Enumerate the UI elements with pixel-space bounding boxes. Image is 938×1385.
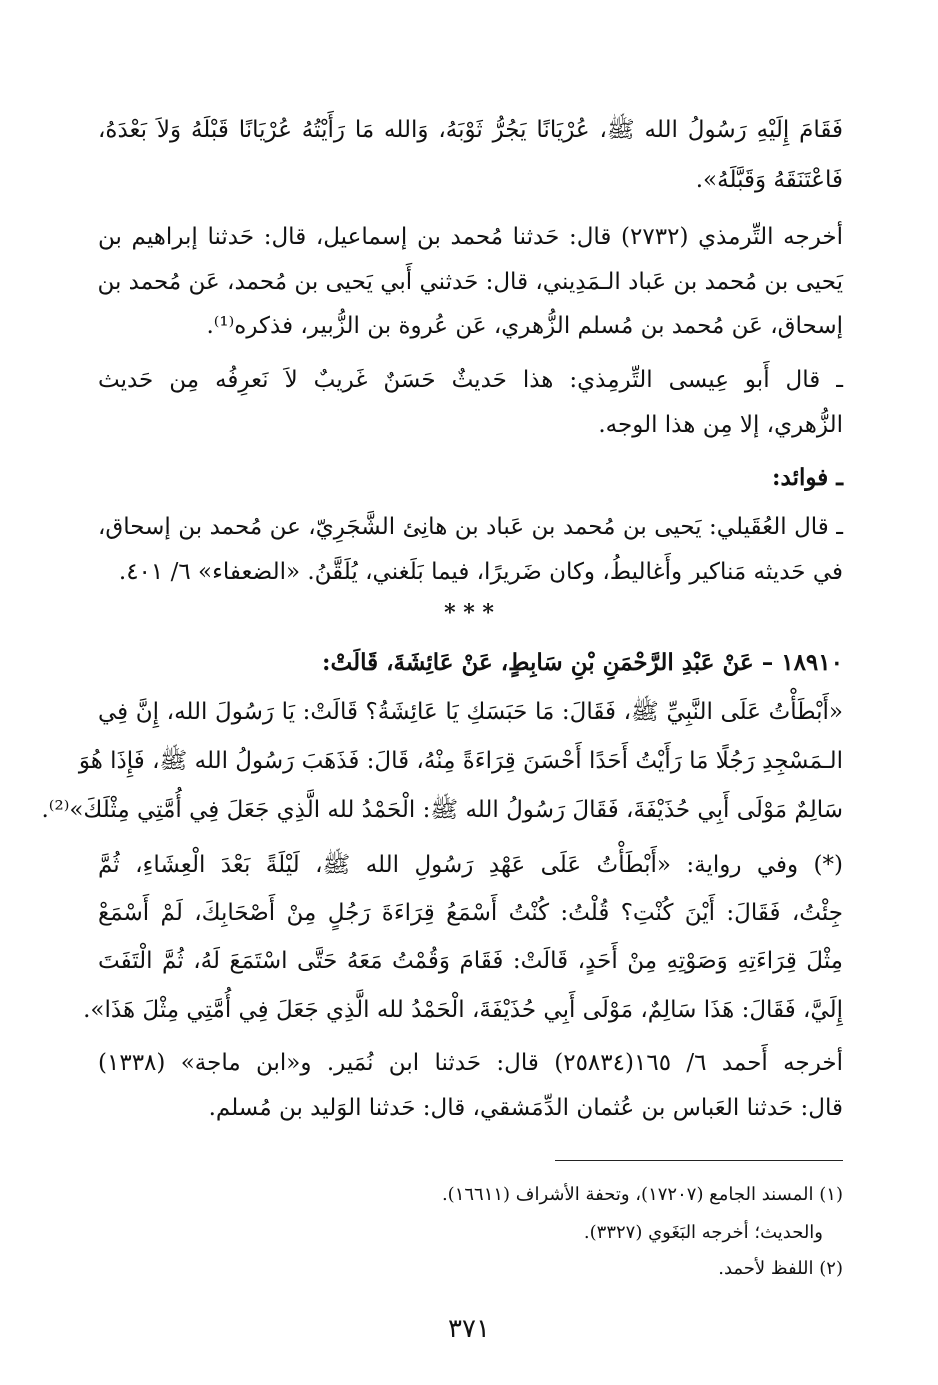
text-line: مِثْلَ قِرَاءَتِهِ وَصَوْتِهِ مِنْ أَحَدٍ، قَالَتْ: فَقَامَ وَقُمْتُ مَعَهُ حَتَّى اسْتَمَعَ لَهُ، ثُمَّ الْتَفَتَ — [98, 948, 843, 974]
separator-stars: * * * — [444, 600, 494, 626]
text-line: فَقَامَ إِلَيْهِ رَسُولُ الله ﷺ، عُرْيَانًا يَجُرُّ ثَوْبَهُ، وَالله مَا رَأَيْتُهُ عُرْيَانًا قَبْلَهُ وَلاَ بَعْدَهُ، — [98, 117, 843, 143]
text-line: (*) وفي رواية: «أَبْطَأْتُ عَلَى عَهْدِ رَسُولِ الله ﷺ، لَيْلَةً بَعْدَ الْعِشَاءِ، ثُمَّ — [98, 852, 843, 878]
text-line: الزُّهري، إلا مِن هذا الوجه. — [598, 412, 843, 438]
text-line: أخرجه التِّرمذي (٢٧٣٢) قال: حَدثنا مُحمد بن إسماعيل، قال: حَدثنا إبراهيم بن — [98, 224, 843, 250]
text-line: أخرجه أَحمد ٦/ ١٦٥(٢٥٨٣٤) قال: حَدثنا ابن نُمَير. و«ابن ماجة» (١٣٣٨) — [98, 1050, 844, 1076]
text-line: فَاعْتَنَقَهُ وَقَبَّلَهُ». — [695, 167, 843, 193]
text-line: إسحاق، عَن مُحمد بن مُسلم الزُّهري، عَن عُروة بن الزُّبير، فذكره⁽¹⁾. — [206, 313, 843, 339]
footnote-divider — [555, 1160, 843, 1161]
hadith-heading: ١٨٩١٠ – عَنْ عَبْدِ الرَّحْمَنِ بْنِ سَابِطٍ، عَنْ عَائِشَةَ، قَالَتْ: — [322, 649, 843, 676]
text-line: الـمَسْجِدِ رَجُلًا مَا رَأَيْتُ أَحَدًا أَحْسَنَ قِرَاءَةً مِنْهُ، قَالَ: فَذَهَبَ رَسُولُ الله ﷺ، فَإِذَا هُوَ — [78, 748, 843, 774]
text-line: في حَديثه مَناكير وأَغاليطُ، وكان ضَريرًا، فيما بَلَغني، يُلَقَّنُ. «الضعفاء» ٦/ ٤٠١. — [118, 559, 843, 585]
text-line: قال: حَدثنا العَباس بن عُثمان الدِّمَشقي، قال: حَدثنا الوَليد بن مُسلم. — [208, 1095, 843, 1121]
text-line: إِلَيَّ، فَقَالَ: هَذَا سَالِمٌ، مَوْلَى أَبِي حُذَيْفَةَ، الْحَمْدُ لله الَّذِي جَعَلَ فِي أُمَّتِي مِثْلَ هَذَا». — [83, 997, 843, 1023]
text-line: سَالِمٌ مَوْلَى أَبِي حُذَيْفَةَ، فَقَالَ رَسُولُ الله ﷺ: الْحَمْدُ لله الَّذِي جَعَلَ فِي أُمَّتِي مِثْلَكَ»⁽²⁾. — [41, 797, 843, 823]
text-line: ـ قال العُقَيلي: يَحيى بن مُحمد بن عَباد بن هانِئ الشَّجَرِيّ، عن مُحمد بن إسحاق، — [98, 514, 843, 540]
text-line: جِئْتُ، فَقَالَ: أَيْنَ كُنْتِ؟ قُلْتُ: كُنْتُ أَسْمَعُ قِرَاءَةَ رَجُلٍ مِنْ أَصْحَابِكَ، لَمْ أَسْمَعْ — [98, 900, 843, 926]
text-line: «أَبْطَأْتُ عَلَى النَّبِيِّ ﷺ، فَقَالَ: مَا حَبَسَكِ يَا عَائِشَةُ؟ قَالَتْ: يَا رَسُولَ الله، إِنَّ فِي — [98, 699, 843, 725]
text-line: يَحيى بن مُحمد بن عَباد الـمَدِيني، قال: حَدثني أَبي يَحيى بن مُحمد، عَن مُحمد بن — [97, 269, 843, 295]
page-number: ٣٧١ — [448, 1314, 490, 1344]
footnote: والحديث؛ أخرجه البَغَوي (٣٣٢٧). — [583, 1222, 823, 1243]
footnote: (٢) اللفظ لأحمد. — [718, 1258, 843, 1279]
text-line: ـ قال أَبو عِيسى التِّرمِذي: هذا حَديثٌ حَسَنٌ غَريبٌ لاَ نَعرِفُه مِن حَديث — [98, 367, 843, 393]
section-heading: ـ فوائد: — [772, 464, 843, 491]
footnote: (١) المسند الجامع (١٧٢٠٧)، وتحفة الأشراف (١٦٦١١). — [441, 1184, 843, 1205]
